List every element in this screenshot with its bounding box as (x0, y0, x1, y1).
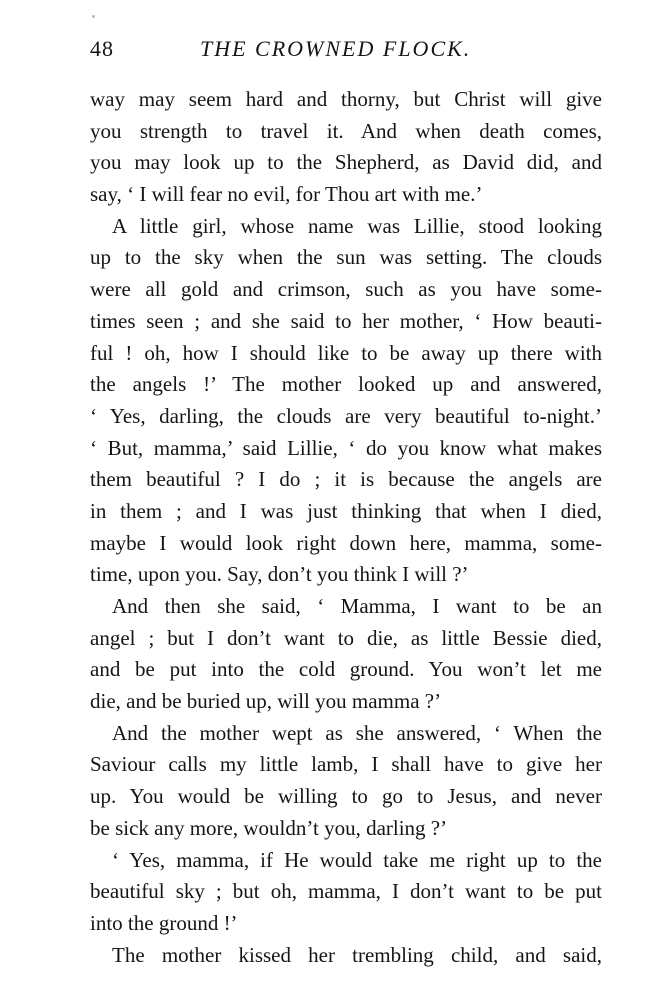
text-line: be sick any more, wouldn’t you, darling ?’ (90, 815, 448, 840)
text-line: ‘ Yes, mamma, if He would take me right up to the (112, 847, 602, 872)
text-line: ‘ Yes, darling, the clouds are very beautiful to-night.’ (90, 403, 602, 428)
page-number: 48 (90, 36, 114, 61)
body-text (90, 84, 602, 971)
text-line: Saviour calls my little lamb, I shall have to give her (90, 752, 602, 777)
text-line: say, ‘ I will fear no evil, for Thou art with me.’ (90, 182, 483, 207)
page-speck (92, 15, 95, 18)
text-line: times seen ; and she said to her mother, ‘ How beauti- (90, 308, 602, 333)
text-line: maybe I would look right down here, mamma, some- (90, 530, 602, 555)
text-line: way may seem hard and thorny, but Christ will give (90, 87, 602, 111)
text-line: The mother kissed her trembling child, and said, (112, 942, 602, 967)
text-line: you strength to travel it. And when death comes, (90, 118, 602, 143)
text-line: And the mother wept as she answered, ‘ When the (112, 720, 602, 745)
text-line: up. You would be willing to go to Jesus, and never (90, 784, 602, 809)
page-header (90, 36, 602, 70)
text-line: them beautiful ? I do ; it is because the angels are (90, 467, 602, 492)
text-line: into the ground !’ (90, 910, 238, 935)
running-title: THE CROWNED FLOCK. (200, 36, 472, 61)
text-line: up to the sky when the sun was setting. The clouds (90, 245, 602, 270)
text-line: time, upon you. Say, don’t you think I will ?’ (90, 562, 469, 587)
text-line: And then she said, ‘ Mamma, I want to be an (112, 594, 602, 618)
text-line: you may look up to the Shepherd, as David did, and (90, 150, 602, 175)
text-line: in them ; and I was just thinking that when I died, (90, 498, 602, 523)
text-line: were all gold and crimson, such as you have some- (90, 277, 602, 302)
text-line: A little girl, whose name was Lillie, stood looking (112, 213, 602, 238)
text-line: ‘ But, mamma,’ said Lillie, ‘ do you know what makes (90, 435, 602, 460)
text-line: and be put into the cold ground. You won’t let me (90, 657, 602, 682)
text-line: die, and be buried up, will you mamma ?’ (90, 689, 442, 714)
text-line: ful ! oh, how I should like to be away up there with (90, 340, 602, 365)
text-line: angel ; but I don’t want to die, as little Bessie died, (90, 625, 602, 650)
text-line: the angels !’ The mother looked up and answered, (90, 372, 602, 397)
text-line: beautiful sky ; but oh, mamma, I don’t want to be put (90, 879, 602, 904)
